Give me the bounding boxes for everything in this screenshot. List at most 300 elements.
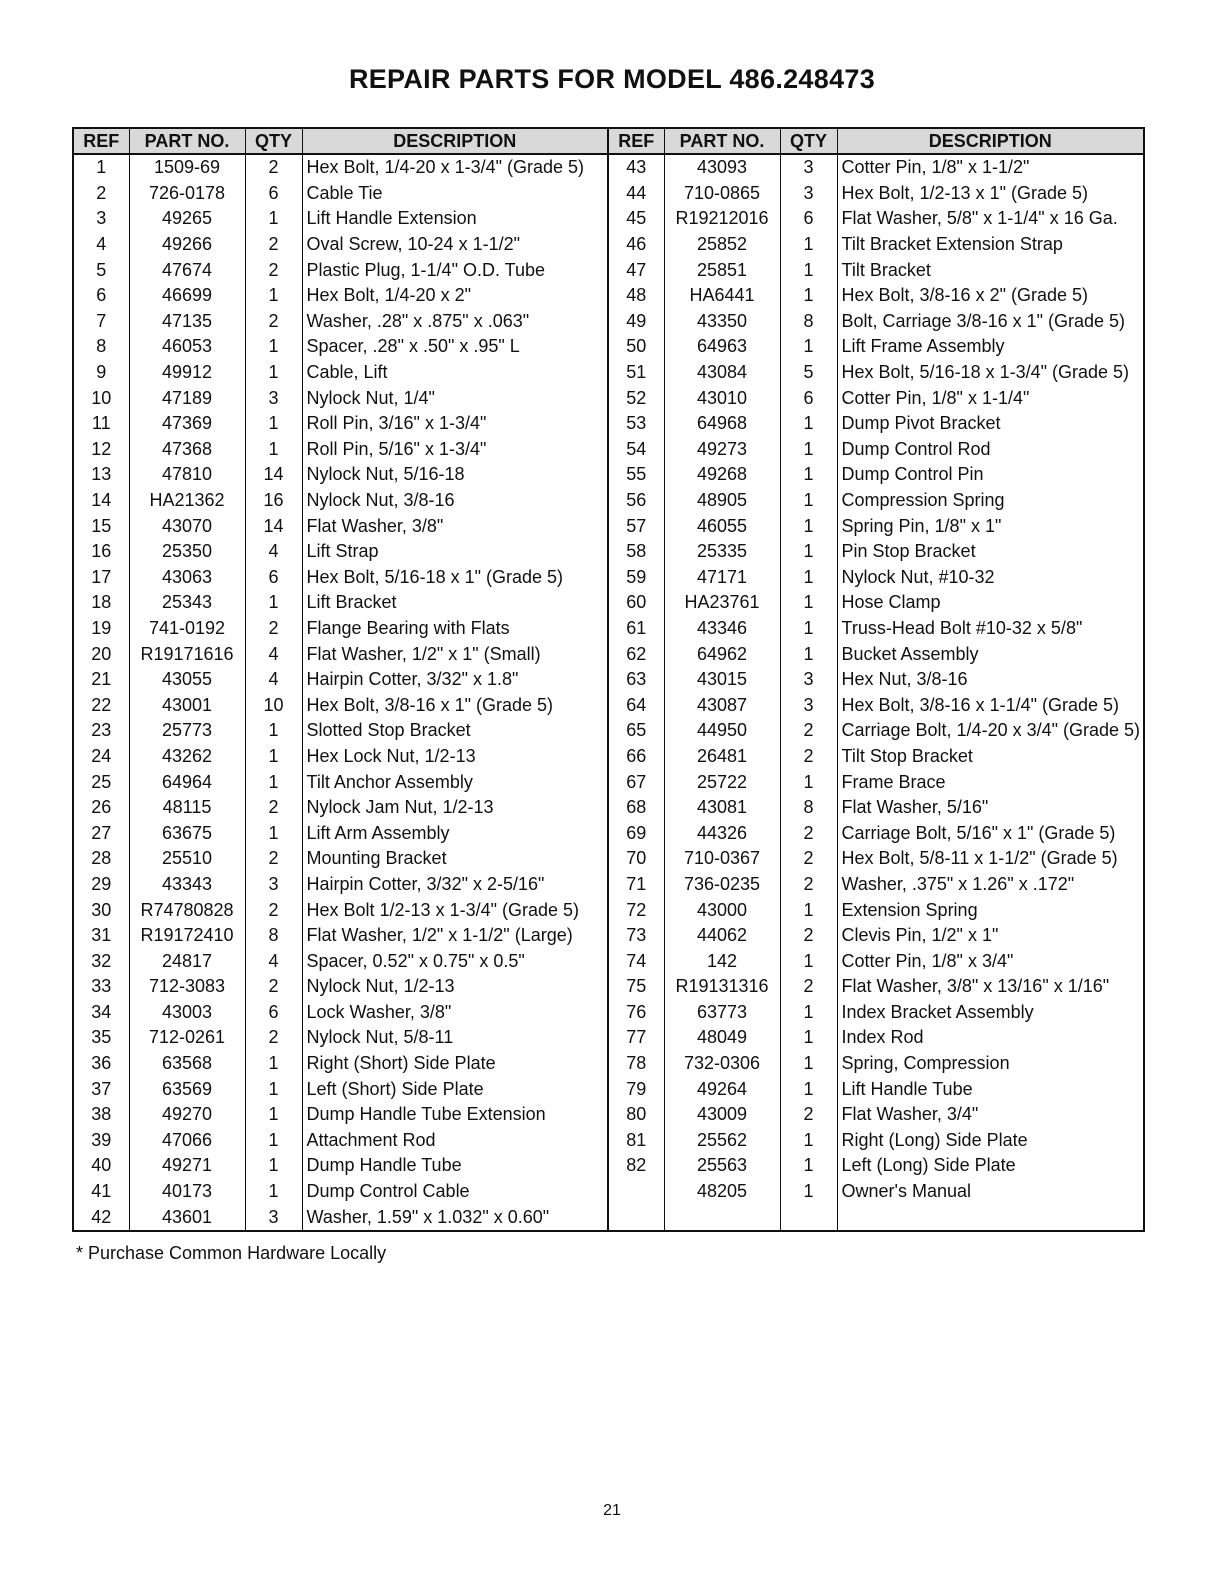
cell-qty: 1: [780, 948, 837, 974]
cell-qty: 1: [780, 641, 837, 667]
cell-ref: 78: [608, 1051, 664, 1077]
cell-part-no: 25343: [129, 590, 245, 616]
cell-qty: 1: [780, 1025, 837, 1051]
cell-ref: 1: [96, 157, 107, 178]
cell-part-no: 25335: [664, 539, 780, 565]
cell-qty: 1: [245, 1051, 302, 1077]
cell-ref: 23: [91, 720, 112, 741]
cell-qty: 8: [780, 309, 837, 335]
cell-ref: 14: [91, 490, 112, 511]
cell-ref: 31: [91, 925, 112, 946]
cell-description: Bolt, Carriage 3/8-16 x 1" (Grade 5): [837, 309, 1144, 335]
cell-description: Hex Bolt 1/2-13 x 1-3/4" (Grade 5): [302, 897, 608, 923]
parts-table-body: [73, 154, 1144, 1231]
table-row: [73, 974, 1144, 1000]
cell-description: Nylock Nut, 5/8-11: [302, 1025, 608, 1051]
cell-qty: 2: [780, 846, 837, 872]
cell-qty: 1: [245, 1128, 302, 1154]
cell-ref: 71: [608, 872, 664, 898]
cell-part-no: 64963: [664, 334, 780, 360]
table-row: [73, 1204, 1144, 1231]
cell-ref: 16: [91, 541, 112, 562]
cell-description: Flat Washer, 5/8" x 1-1/4" x 16 Ga.: [837, 206, 1144, 232]
cell-qty: 1: [245, 411, 302, 437]
cell-description: Clevis Pin, 1/2" x 1": [837, 923, 1144, 949]
cell-qty: 1: [245, 206, 302, 232]
cell-part-no: 43063: [129, 565, 245, 591]
cell-description: Nylock Jam Nut, 1/2-13: [302, 795, 608, 821]
cell-part-no: 712-3083: [129, 974, 245, 1000]
cell-description: Right (Long) Side Plate: [837, 1128, 1144, 1154]
cell-ref: 24: [91, 745, 112, 766]
table-row: [73, 309, 1144, 335]
cell-qty: 3: [780, 181, 837, 207]
cell-qty: 2: [245, 616, 302, 642]
table-row: [73, 795, 1144, 821]
cell-part-no: 47066: [129, 1128, 245, 1154]
cell-qty: 1: [780, 616, 837, 642]
cell-ref: 67: [608, 769, 664, 795]
cell-qty: 2: [245, 1025, 302, 1051]
cell-part-no: 43001: [129, 692, 245, 718]
table-row: [73, 616, 1144, 642]
cell-qty: 1: [780, 232, 837, 258]
cell-part-no: 49264: [664, 1076, 780, 1102]
cell-ref: 33: [91, 976, 112, 997]
cell-ref: 66: [608, 744, 664, 770]
cell-qty: 2: [245, 846, 302, 872]
cell-qty: 2: [780, 718, 837, 744]
header-ref: REF: [608, 128, 664, 154]
cell-qty: 2: [245, 257, 302, 283]
cell-qty: 1: [780, 334, 837, 360]
cell-ref: 62: [608, 641, 664, 667]
table-row: [73, 846, 1144, 872]
parts-table: [72, 127, 1145, 1232]
cell-qty: 1: [780, 565, 837, 591]
cell-ref: 54: [608, 437, 664, 463]
cell-description: Flat Washer, 1/2" x 1" (Small): [302, 641, 608, 667]
cell-description: Lock Washer, 3/8": [302, 1000, 608, 1026]
cell-part-no: 25851: [664, 257, 780, 283]
cell-part-no: R19131316: [664, 974, 780, 1000]
cell-ref: 28: [91, 848, 112, 869]
page-number: 21: [603, 1502, 621, 1519]
cell-qty: 1: [245, 334, 302, 360]
table-row: [73, 1000, 1144, 1026]
cell-description: Cable, Lift: [302, 360, 608, 386]
cell-qty: 1: [245, 437, 302, 463]
cell-ref: [608, 1179, 664, 1205]
cell-part-no: 710-0367: [664, 846, 780, 872]
cell-description: Bucket Assembly: [837, 641, 1144, 667]
table-row: [73, 1128, 1144, 1154]
cell-part-no: 46055: [664, 513, 780, 539]
cell-part-no: 63773: [664, 1000, 780, 1026]
cell-ref: 45: [608, 206, 664, 232]
cell-ref: 34: [91, 1001, 112, 1022]
header-description: DESCRIPTION: [302, 128, 608, 154]
cell-part-no: 43081: [664, 795, 780, 821]
cell-qty: 2: [780, 1102, 837, 1128]
cell-description: Hex Bolt, 1/2-13 x 1" (Grade 5): [837, 181, 1144, 207]
cell-ref: 22: [91, 694, 112, 715]
table-row: [73, 1025, 1144, 1051]
cell-qty: 1: [245, 1102, 302, 1128]
cell-ref: 52: [608, 385, 664, 411]
cell-qty: 1: [245, 283, 302, 309]
cell-qty: 6: [245, 1000, 302, 1026]
cell-description: Index Rod: [837, 1025, 1144, 1051]
table-row: [73, 437, 1144, 463]
cell-description: Spring, Compression: [837, 1051, 1144, 1077]
cell-part-no: 43262: [129, 744, 245, 770]
cell-ref: 49: [608, 309, 664, 335]
cell-ref: 39: [91, 1129, 112, 1150]
cell-qty: 1: [780, 411, 837, 437]
table-row: [73, 667, 1144, 693]
cell-qty: 3: [780, 667, 837, 693]
page-title: REPAIR PARTS FOR MODEL 486.248473: [348, 64, 876, 94]
cell-ref: 5: [96, 259, 107, 280]
cell-qty: 4: [245, 539, 302, 565]
cell-ref: 18: [91, 592, 112, 613]
cell-ref: 25: [91, 771, 112, 792]
cell-qty: 2: [780, 974, 837, 1000]
cell-part-no: 47810: [129, 462, 245, 488]
cell-ref: 36: [91, 1053, 112, 1074]
cell-ref: 70: [608, 846, 664, 872]
cell-ref: 46: [608, 232, 664, 258]
table-row: [73, 257, 1144, 283]
table-row: [73, 744, 1144, 770]
cell-description: Washer, 1.59" x 1.032" x 0.60": [302, 1204, 608, 1231]
cell-description: Lift Frame Assembly: [837, 334, 1144, 360]
table-row: [73, 411, 1144, 437]
header-ref: REF: [73, 128, 129, 154]
cell-qty: 3: [780, 692, 837, 718]
cell-qty: 1: [245, 744, 302, 770]
cell-description: Hairpin Cotter, 3/32" x 1.8": [302, 667, 608, 693]
cell-part-no: 48115: [129, 795, 245, 821]
cell-qty: 3: [245, 385, 302, 411]
cell-ref: 50: [608, 334, 664, 360]
cell-description: Oval Screw, 10-24 x 1-1/2": [302, 232, 608, 258]
cell-part-no: 43010: [664, 385, 780, 411]
cell-description: Washer, .28" x .875" x .063": [302, 309, 608, 335]
cell-part-no: 46053: [129, 334, 245, 360]
table-row: [73, 1051, 1144, 1077]
cell-ref: 77: [608, 1025, 664, 1051]
cell-part-no: 49270: [129, 1102, 245, 1128]
cell-description: Lift Handle Extension: [302, 206, 608, 232]
cell-ref: 61: [608, 616, 664, 642]
cell-part-no: 63568: [129, 1051, 245, 1077]
cell-part-no: HA6441: [664, 283, 780, 309]
cell-ref: 65: [608, 718, 664, 744]
cell-ref: 57: [608, 513, 664, 539]
cell-description: Tilt Bracket: [837, 257, 1144, 283]
cell-ref: 75: [608, 974, 664, 1000]
cell-part-no: 49268: [664, 462, 780, 488]
table-row: [73, 283, 1144, 309]
cell-qty: 1: [780, 769, 837, 795]
cell-qty: 16: [245, 488, 302, 514]
cell-part-no: 25852: [664, 232, 780, 258]
cell-ref: 69: [608, 820, 664, 846]
table-row: [73, 769, 1144, 795]
cell-qty: 1: [780, 1128, 837, 1154]
cell-ref: 43: [608, 154, 664, 181]
cell-ref: 59: [608, 565, 664, 591]
cell-part-no: 142: [664, 948, 780, 974]
cell-ref: 21: [91, 669, 112, 690]
cell-qty: 2: [780, 820, 837, 846]
cell-ref: 79: [608, 1076, 664, 1102]
cell-part-no: 47369: [129, 411, 245, 437]
cell-part-no: 26481: [664, 744, 780, 770]
cell-description: Spacer, 0.52" x 0.75" x 0.5": [302, 948, 608, 974]
header-description: DESCRIPTION: [837, 128, 1144, 154]
table-row: [73, 360, 1144, 386]
cell-part-no: 49266: [129, 232, 245, 258]
cell-description: Left (Short) Side Plate: [302, 1076, 608, 1102]
cell-part-no: 47368: [129, 437, 245, 463]
cell-qty: 1: [780, 283, 837, 309]
cell-qty: 2: [245, 154, 302, 181]
cell-qty: 2: [245, 795, 302, 821]
cell-description: Extension Spring: [837, 897, 1144, 923]
cell-qty: 1: [245, 718, 302, 744]
cell-part-no: 736-0235: [664, 872, 780, 898]
cell-ref: 56: [608, 488, 664, 514]
table-row: [73, 206, 1144, 232]
cell-part-no: 44062: [664, 923, 780, 949]
cell-qty: 1: [245, 1179, 302, 1205]
table-row: [73, 590, 1144, 616]
cell-part-no: 712-0261: [129, 1025, 245, 1051]
cell-description: Slotted Stop Bracket: [302, 718, 608, 744]
cell-qty: 1: [780, 257, 837, 283]
cell-part-no: 44326: [664, 820, 780, 846]
cell-description: Hex Nut, 3/8-16: [837, 667, 1144, 693]
cell-description: Mounting Bracket: [302, 846, 608, 872]
header-qty: QTY: [780, 128, 837, 154]
cell-part-no: 40173: [129, 1179, 245, 1205]
table-row: [73, 948, 1144, 974]
cell-description: Hex Bolt, 5/16-18 x 1" (Grade 5): [302, 565, 608, 591]
cell-qty: 1: [780, 539, 837, 565]
cell-ref: 3: [96, 208, 107, 229]
header-qty: QTY: [245, 128, 302, 154]
table-row: [73, 539, 1144, 565]
cell-ref: 51: [608, 360, 664, 386]
table-row: [73, 1179, 1144, 1205]
cell-qty: 1: [780, 590, 837, 616]
cell-part-no: 24817: [129, 948, 245, 974]
cell-part-no: 43601: [129, 1204, 245, 1231]
cell-description: Hairpin Cotter, 3/32" x 2-5/16": [302, 872, 608, 898]
cell-description: Washer, .375" x 1.26" x .172": [837, 872, 1144, 898]
cell-description: Right (Short) Side Plate: [302, 1051, 608, 1077]
cell-qty: 2: [245, 232, 302, 258]
cell-part-no: 47189: [129, 385, 245, 411]
cell-qty: 2: [245, 974, 302, 1000]
cell-ref: [608, 1204, 664, 1231]
cell-part-no: 741-0192: [129, 616, 245, 642]
cell-ref: 38: [91, 1104, 112, 1125]
cell-description: Hex Bolt, 5/16-18 x 1-3/4" (Grade 5): [837, 360, 1144, 386]
cell-part-no: 25562: [664, 1128, 780, 1154]
cell-part-no: 48905: [664, 488, 780, 514]
cell-description: Tilt Stop Bracket: [837, 744, 1144, 770]
cell-ref: 60: [608, 590, 664, 616]
cell-part-no: 49265: [129, 206, 245, 232]
header-part-no: PART NO.: [129, 128, 245, 154]
cell-part-no: R74780828: [129, 897, 245, 923]
cell-qty: 1: [780, 437, 837, 463]
table-row: [73, 872, 1144, 898]
cell-description: Roll Pin, 5/16" x 1-3/4": [302, 437, 608, 463]
cell-qty: 1: [780, 897, 837, 923]
cell-part-no: 43343: [129, 872, 245, 898]
cell-part-no: 710-0865: [664, 181, 780, 207]
cell-description: Nylock Nut, #10-32: [837, 565, 1144, 591]
table-row: [73, 641, 1144, 667]
cell-qty: 6: [245, 181, 302, 207]
table-row: [73, 897, 1144, 923]
cell-description: Lift Strap: [302, 539, 608, 565]
cell-part-no: 49912: [129, 360, 245, 386]
cell-part-no: 48049: [664, 1025, 780, 1051]
cell-part-no: R19212016: [664, 206, 780, 232]
cell-part-no: 25510: [129, 846, 245, 872]
cell-description: Dump Handle Tube Extension: [302, 1102, 608, 1128]
cell-description: Tilt Anchor Assembly: [302, 769, 608, 795]
cell-ref: 76: [608, 1000, 664, 1026]
cell-description: Hex Bolt, 3/8-16 x 2" (Grade 5): [837, 283, 1144, 309]
cell-description: Lift Handle Tube: [837, 1076, 1144, 1102]
cell-description: Lift Arm Assembly: [302, 820, 608, 846]
cell-ref: 19: [91, 617, 112, 638]
cell-part-no: 25773: [129, 718, 245, 744]
cell-ref: 41: [91, 1181, 112, 1202]
cell-qty: 3: [245, 1204, 302, 1231]
cell-description: Pin Stop Bracket: [837, 539, 1144, 565]
header-part-no: PART NO.: [664, 128, 780, 154]
cell-qty: 1: [245, 820, 302, 846]
cell-ref: 73: [608, 923, 664, 949]
cell-description: Cotter Pin, 1/8" x 1-1/4": [837, 385, 1144, 411]
cell-description: Compression Spring: [837, 488, 1144, 514]
cell-description: Hex Bolt, 1/4-20 x 1-3/4" (Grade 5): [302, 154, 608, 181]
cell-part-no: 25563: [664, 1153, 780, 1179]
cell-ref: 55: [608, 462, 664, 488]
cell-qty: 2: [780, 923, 837, 949]
cell-part-no: 43003: [129, 1000, 245, 1026]
table-row: [73, 232, 1144, 258]
cell-description: Hex Lock Nut, 1/2-13: [302, 744, 608, 770]
cell-ref: 64: [608, 692, 664, 718]
cell-qty: 6: [245, 565, 302, 591]
cell-description: Frame Brace: [837, 769, 1144, 795]
cell-description: Nylock Nut, 1/4": [302, 385, 608, 411]
cell-description: Cotter Pin, 1/8" x 3/4": [837, 948, 1144, 974]
cell-qty: 6: [780, 206, 837, 232]
cell-part-no: 43346: [664, 616, 780, 642]
cell-qty: 10: [245, 692, 302, 718]
cell-ref: 63: [608, 667, 664, 693]
cell-qty: 1: [780, 1051, 837, 1077]
table-row: [73, 385, 1144, 411]
table-row: [73, 1102, 1144, 1128]
cell-description: Tilt Bracket Extension Strap: [837, 232, 1144, 258]
cell-description: Dump Control Pin: [837, 462, 1144, 488]
cell-qty: 1: [245, 769, 302, 795]
cell-ref: 4: [96, 234, 107, 255]
table-row: [73, 692, 1144, 718]
cell-ref: 47: [608, 257, 664, 283]
cell-ref: 42: [91, 1206, 112, 1227]
cell-part-no: 64962: [664, 641, 780, 667]
cell-part-no: R19172410: [129, 923, 245, 949]
table-row: [73, 1153, 1144, 1179]
cell-part-no: 44950: [664, 718, 780, 744]
cell-ref: 7: [96, 310, 107, 331]
cell-ref: 58: [608, 539, 664, 565]
cell-description: Spacer, .28" x .50" x .95" L: [302, 334, 608, 360]
cell-ref: 72: [608, 897, 664, 923]
cell-qty: 4: [245, 641, 302, 667]
cell-description: Index Bracket Assembly: [837, 1000, 1144, 1026]
table-row: [73, 565, 1144, 591]
cell-ref: 17: [91, 566, 112, 587]
footnote: * Purchase Common Hardware Locally: [76, 1243, 387, 1263]
cell-description: Dump Control Cable: [302, 1179, 608, 1205]
cell-part-no: HA21362: [129, 488, 245, 514]
cell-description: Hex Bolt, 3/8-16 x 1-1/4" (Grade 5): [837, 692, 1144, 718]
cell-qty: 8: [245, 923, 302, 949]
cell-ref: 37: [91, 1078, 112, 1099]
cell-part-no: 43087: [664, 692, 780, 718]
cell-part-no: 63569: [129, 1076, 245, 1102]
cell-ref: 11: [91, 413, 111, 434]
cell-ref: 81: [608, 1128, 664, 1154]
cell-part-no: 49271: [129, 1153, 245, 1179]
table-row: [73, 334, 1144, 360]
cell-ref: 6: [96, 285, 107, 306]
cell-part-no: 43000: [664, 897, 780, 923]
cell-description: Hex Bolt, 1/4-20 x 2": [302, 283, 608, 309]
cell-description: Nylock Nut, 1/2-13: [302, 974, 608, 1000]
cell-qty: 8: [780, 795, 837, 821]
cell-ref: 8: [96, 336, 107, 357]
cell-description: Flat Washer, 5/16": [837, 795, 1144, 821]
cell-part-no: 47135: [129, 309, 245, 335]
cell-ref: 80: [608, 1102, 664, 1128]
cell-ref: 9: [96, 362, 107, 383]
cell-part-no: 64968: [664, 411, 780, 437]
cell-part-no: 43350: [664, 309, 780, 335]
cell-part-no: 43084: [664, 360, 780, 386]
cell-ref: 68: [608, 795, 664, 821]
cell-part-no: R19171616: [129, 641, 245, 667]
table-row: [73, 181, 1144, 207]
cell-description: Dump Control Rod: [837, 437, 1144, 463]
cell-qty: 3: [780, 154, 837, 181]
cell-qty: 1: [780, 488, 837, 514]
cell-part-no: 43055: [129, 667, 245, 693]
